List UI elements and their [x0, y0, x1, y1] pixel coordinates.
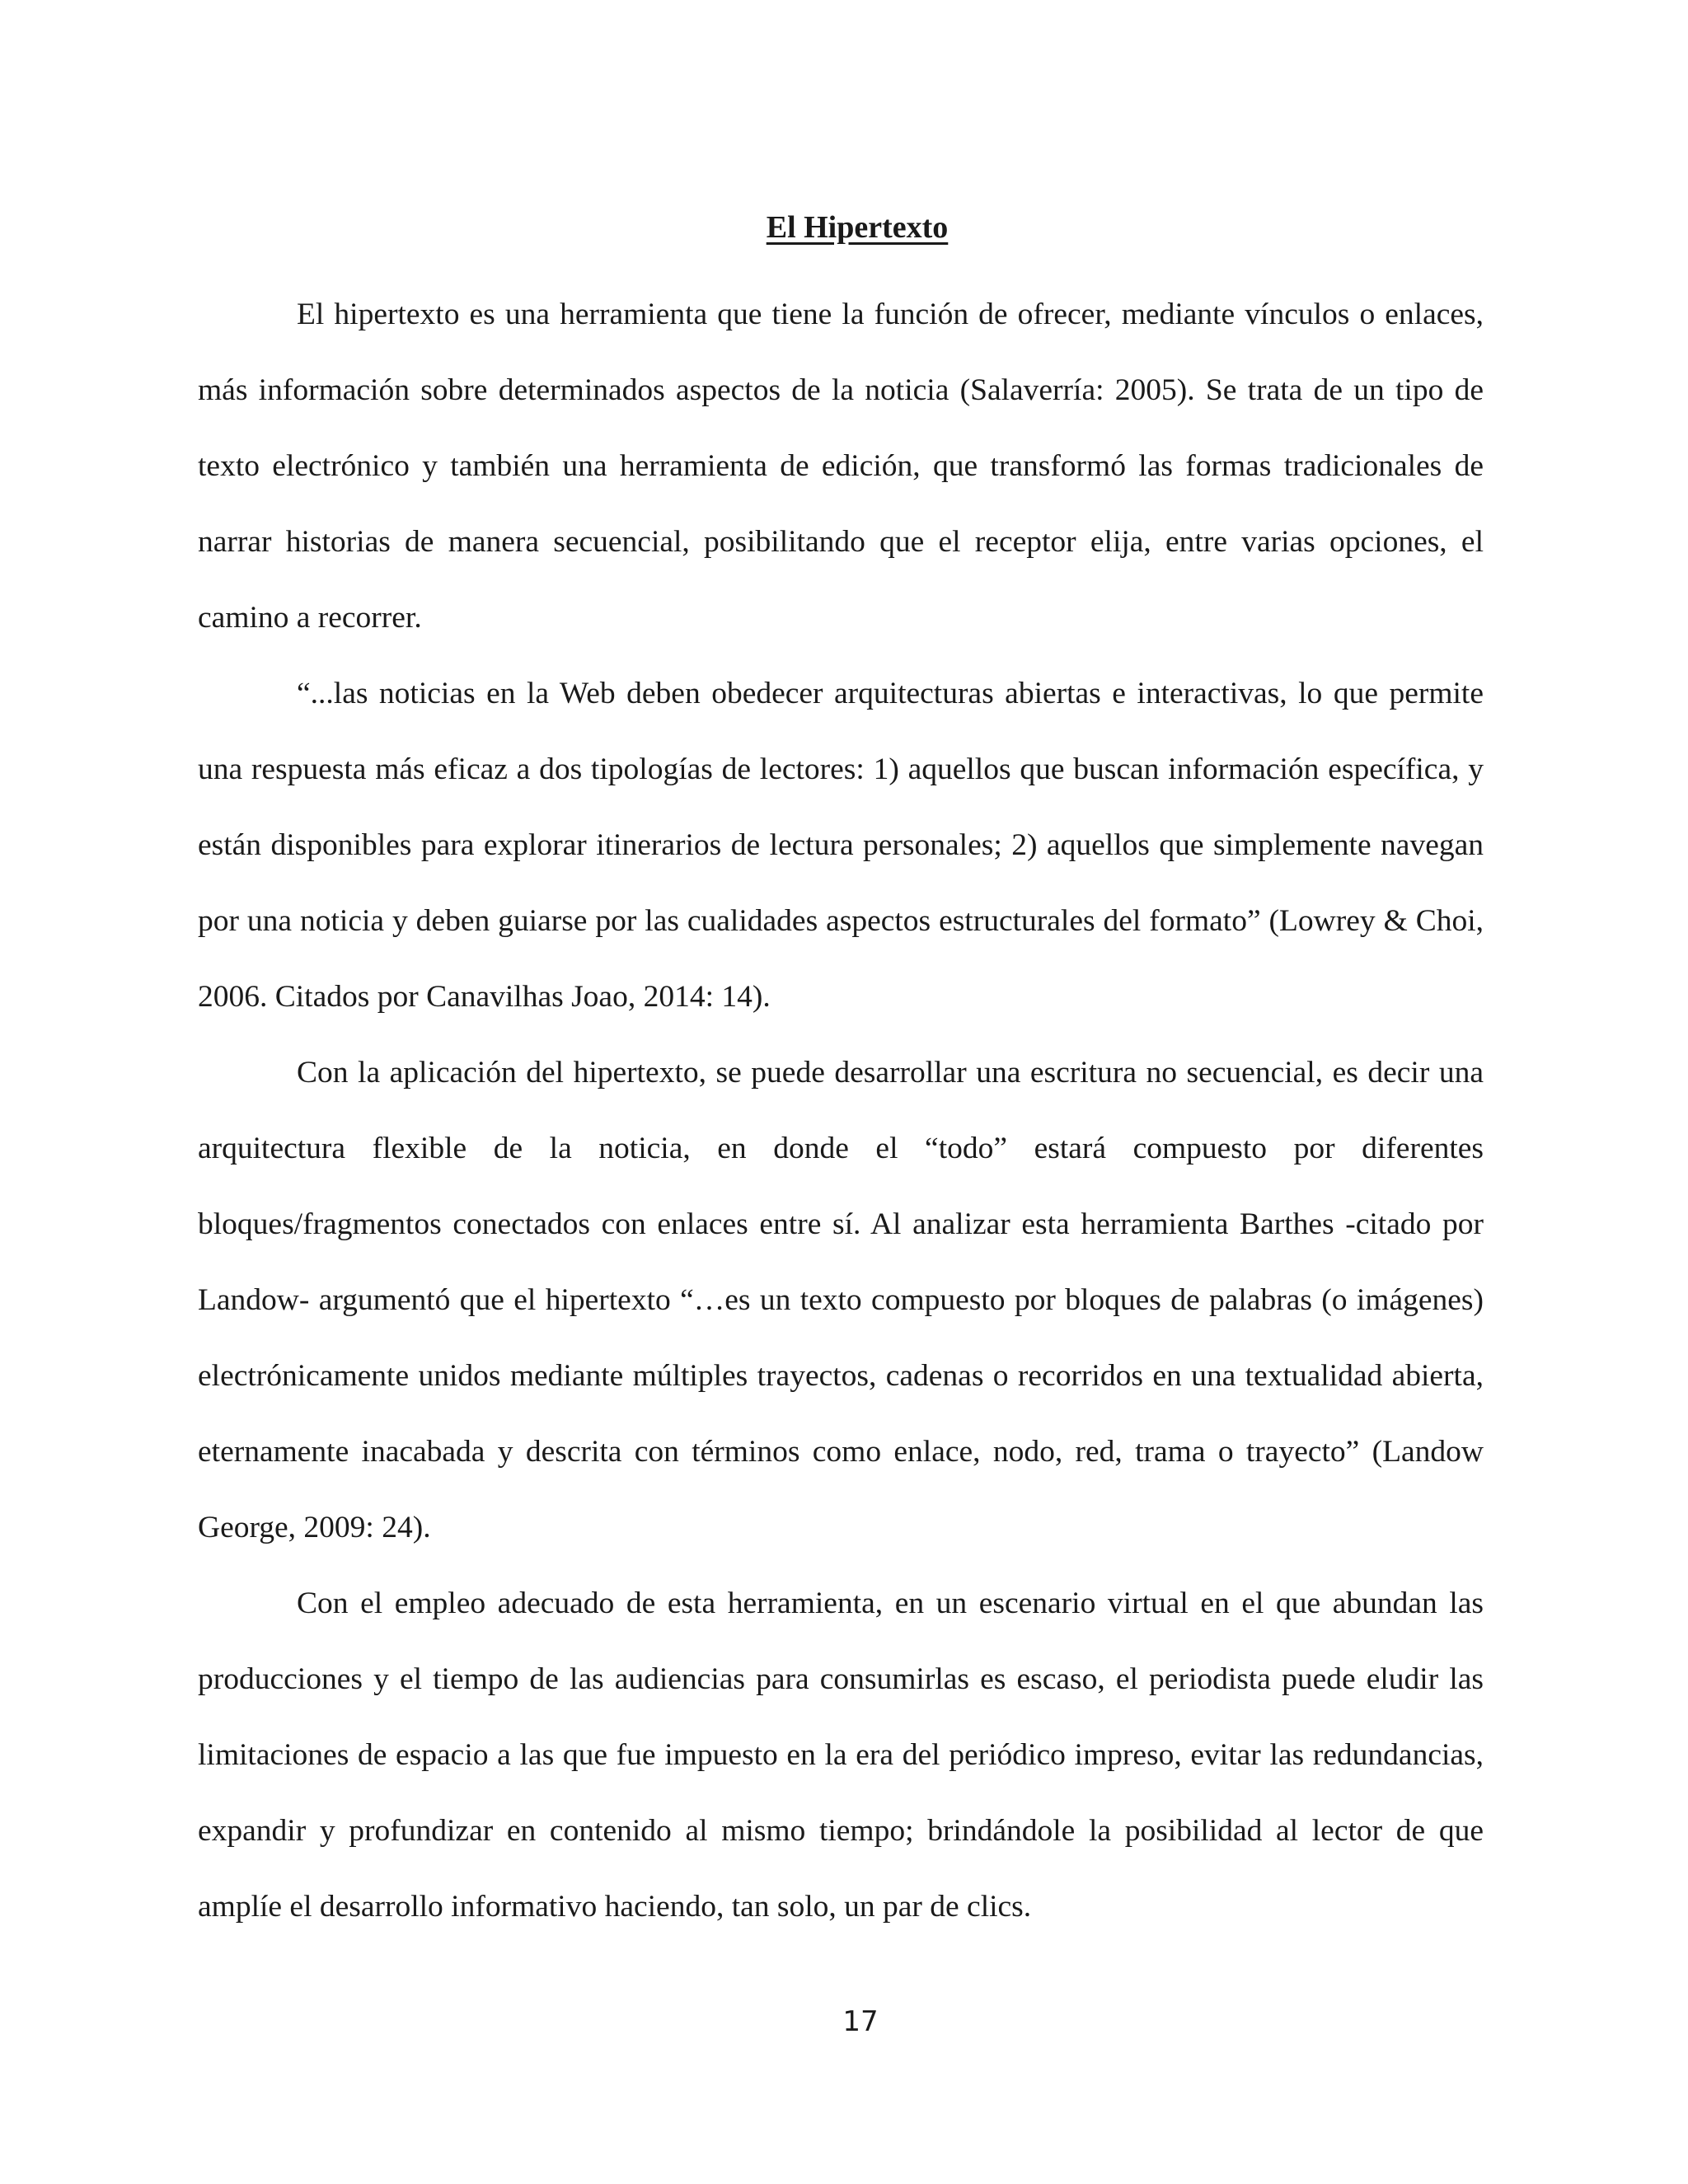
paragraph-quote: “...las noticias en la Web deben obedecer arquitecturas abiertas e interactivas, lo que permite una respuesta más eficaz a dos tipologías de lectores: 1) aquellos que buscan información específica, y están disponibles para explorar itinerarios de lectura personales; 2) aquellos que simplemente navegan por una noticia y deben guiarse por las cualidades aspectos estructurales del formato” (Lowrey & Choi, 2006. Citados por Canavilhas Joao, 2014: 14).	[198, 677, 1484, 1014]
body-text	[198, 203, 1484, 1945]
section-title: El Hipertexto	[766, 210, 949, 245]
page-number: 17	[842, 2005, 879, 2038]
paragraph-intro: El hipertexto es una herramienta que tiene la función de ofrecer, mediante vínculos o enlaces, más información sobre determinados aspectos de la noticia (Salaverría: 2005). Se trata de un tipo de texto electrónico y también una herramienta de edición, que transformó las formas tradicionales de narrar historias de manera secuencial, posibilitando que el receptor elija, entre varias opciones, el camino a recorrer.	[198, 298, 1484, 635]
paragraph-conclusion: Con el empleo adecuado de esta herramienta, en un escenario virtual en el que abundan las producciones y el tiempo de las audiencias para consumirlas es escaso, el periodista puede eludir las limitaciones de espacio a las que fue impuesto en la era del periódico impreso, evitar las redundancias, expandir y profundizar en contenido al mismo tiempo; brindándole la posibilidad al lector de que amplíe el desarrollo informativo haciendo, tan solo, un par de clics.	[198, 1586, 1484, 1924]
paragraph-structure: Con la aplicación del hipertexto, se puede desarrollar una escritura no secuencial, es decir una arquitectura flexible de la noticia, en donde el “todo” estará compuesto por diferentes bloques/fragmentos conectados con enlaces entre sí. Al analizar esta herramienta Barthes -citado por Landow- argumentó que el hipertexto “…es un texto compuesto por bloques de palabras (o imágenes) electrónicamente unidos mediante múltiples trayectos, cadenas o recorridos en una textualidad abierta, eternamente inacabada y descrita con términos como enlace, nodo, red, trama o trayecto” (Landow George, 2009: 24).	[198, 1056, 1484, 1544]
